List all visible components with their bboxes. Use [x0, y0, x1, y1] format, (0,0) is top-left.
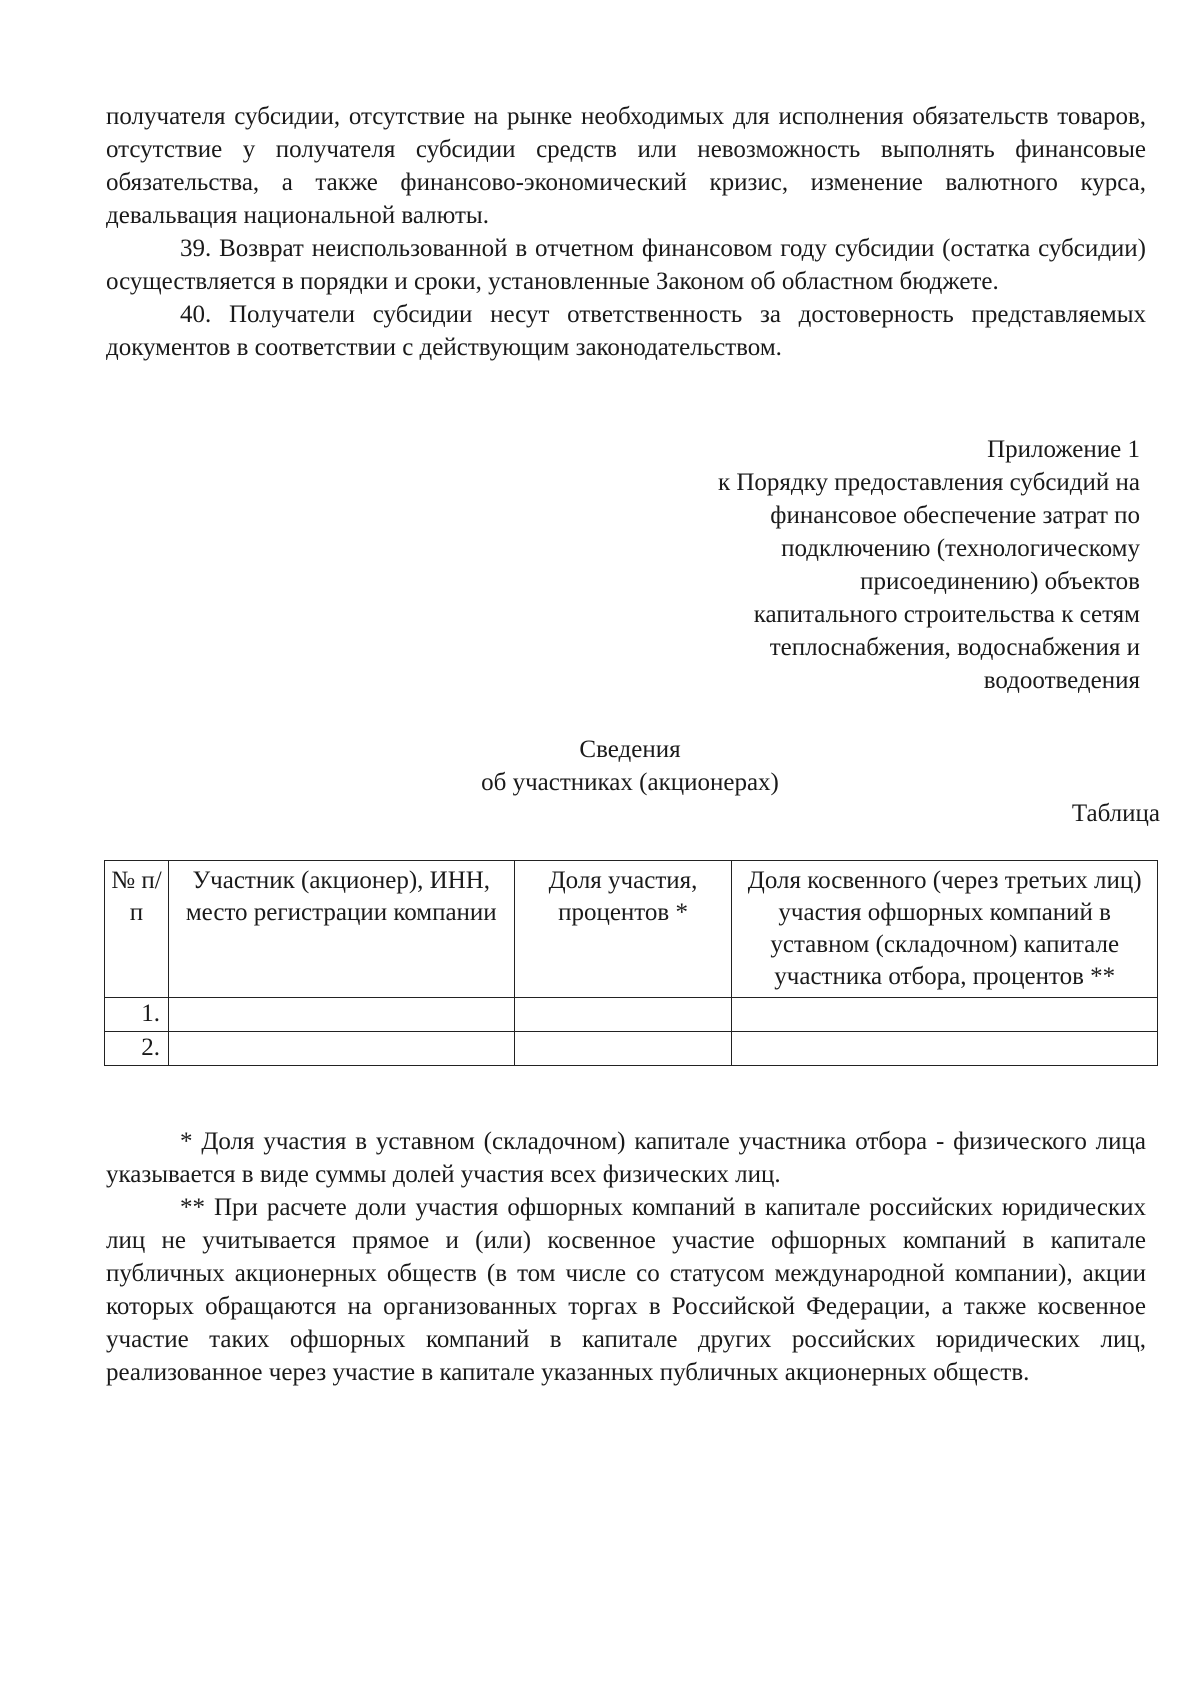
footnotes-block [106, 1125, 1146, 1389]
participant-cell [168, 998, 514, 1032]
header-number: № п/п [105, 861, 169, 998]
appendix-line: теплоснабжения, водоснабжения и [769, 634, 1140, 661]
appendix-line: к Порядку предоставления субсидий на [717, 469, 1140, 496]
participant-cell [168, 1032, 514, 1066]
appendix-line: финансовое обеспечение затрат по [770, 502, 1140, 529]
section-subtitle: об участниках (акционерах) [481, 769, 779, 796]
intro-paragraph: получателя субсидии, отсутствие на рынке необходимых для исполнения обязательств товаров, отсутствие у получателя субсидии средств или невозможность выполнять финансовые обязательства, а также финансово-экономический кризис, изменение валютного курса, девальвация национальной валюты. [106, 103, 1146, 229]
appendix-line: Приложение 1 [987, 436, 1140, 463]
clause-39: 39. Возврат неиспользованной в отчетном финансовом году субсидии (остатка субсидии) осуществляется в порядки и сроки, установленные Законом об областном бюджете. [106, 235, 1146, 295]
indirect-share-cell [732, 998, 1158, 1032]
participants-table [104, 860, 1158, 1066]
appendix-line: водоотведения [983, 667, 1140, 694]
top-text-block [106, 100, 1146, 364]
section-title: Сведения [579, 736, 681, 763]
row-number: 1. [105, 998, 169, 1032]
header-participant: Участник (акционер), ИНН, место регистрации компании [168, 861, 514, 998]
appendix-line: капитального строительства к сетям [753, 601, 1140, 628]
appendix-caption [540, 433, 1140, 697]
table-row [105, 998, 1158, 1032]
row-number: 2. [105, 1032, 169, 1066]
header-share: Доля участия, процентов * [514, 861, 732, 998]
appendix-line: подключению (технологическому [781, 535, 1140, 562]
header-indirect-share: Доля косвенного (через третьих лиц) участия офшорных компаний в уставном (складочном) капитале участника отбора, процентов ** [732, 861, 1158, 998]
table-label: Таблица [1071, 800, 1160, 827]
indirect-share-cell [732, 1032, 1158, 1066]
share-cell [514, 1032, 732, 1066]
share-cell [514, 998, 732, 1032]
appendix-line: присоединению) объектов [860, 568, 1140, 595]
clause-40: 40. Получатели субсидии несут ответственность за достоверность представляемых документов в соответствии с действующим законодательством. [106, 301, 1146, 361]
table-header-row [105, 861, 1158, 998]
table-row [105, 1032, 1158, 1066]
footnote-2: ** При расчете доли участия офшорных компаний в капитале российских юридических лиц не учитывается прямое и (или) косвенное участие офшорных компаний в капитале публичных акционерных обществ (в том числе со статусом международной компании), акции которых обращаются на организованных торгах в Российской Федерации, а также косвенное участие таких офшорных компаний в капитале других российских юридических лиц, реализованное через участие в капитале указанных публичных акционерных обществ. [106, 1194, 1146, 1386]
footnote-1: * Доля участия в уставном (складочном) капитале участника отбора - физического лица указывается в виде суммы долей участия всех физических лиц. [106, 1128, 1146, 1188]
